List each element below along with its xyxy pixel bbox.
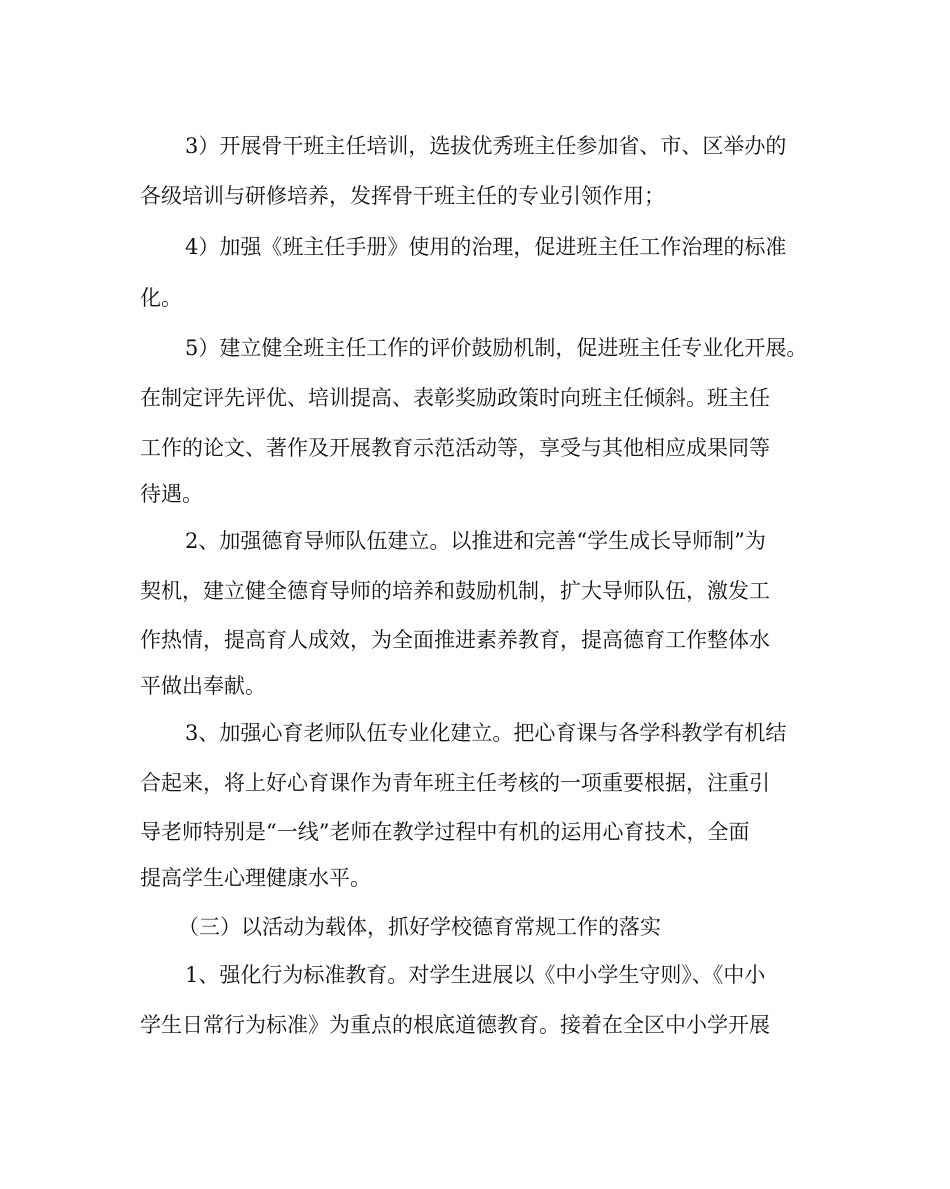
text-line-5: 5）建立健全班主任工作的评价鼓励机制，促进班主任专业化开展。: [185, 336, 808, 360]
section-heading: （三）以活动为载体，抓好学校德育常规工作的落实: [178, 915, 661, 939]
text-line-19: 学生日常行为标准》为重点的根底道德教育。接着在全区中小学开展: [140, 1013, 770, 1037]
text-line-4: 化。: [140, 286, 182, 310]
text-line-15: 导老师特别是“一线”老师在教学过程中有机的运用心育技术，全面: [140, 820, 750, 844]
text-line-12: 平做出奉献。: [140, 674, 266, 698]
text-line-11: 作热情，提高育人成效，为全面推进素养教育，提高德育工作整体水: [140, 628, 770, 652]
text-line-8: 待遇。: [140, 482, 203, 506]
text-line-3: 4）加强《班主任手册》使用的治理，促进班主任工作治理的标准: [185, 235, 787, 259]
text-line-9: 2、加强德育导师队伍建立。以推进和完善“学生成长导师制”为: [185, 529, 766, 553]
text-line-7: 工作的论文、著作及开展教育示范活动等，享受与其他相应成果同等: [140, 436, 770, 460]
text-line-2: 各级培训与研修培养，发挥骨干班主任的专业引领作用；: [140, 184, 665, 208]
text-line-18: 1、强化行为标准教育。对学生进展以《中小学生守则》、《中小: [185, 963, 766, 987]
text-line-13: 3、加强心育老师队伍专业化建立。把心育课与各学科教学有机结: [185, 721, 787, 745]
text-line-1: 3）开展骨干班主任培训，选拔优秀班主任参加省、市、区举办的: [185, 134, 787, 158]
text-line-10: 契机，建立健全德育导师的培养和鼓励机制，扩大导师队伍，激发工: [140, 579, 770, 603]
text-line-14: 合起来，将上好心育课作为青年班主任考核的一项重要根据，注重引: [140, 771, 770, 795]
text-line-16: 提高学生心理健康水平。: [140, 866, 371, 890]
text-line-6: 在制定评先评优、培训提高、表彰奖励政策时向班主任倾斜。班主任: [140, 386, 770, 410]
